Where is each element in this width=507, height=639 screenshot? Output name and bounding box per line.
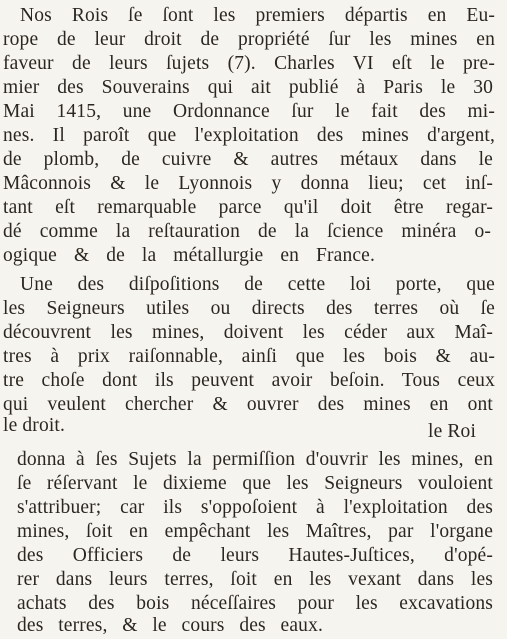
text-line: le Roi (428, 421, 477, 442)
text-line: s'attribuer; car ils s'oppoſoient à l'exploitation des (17, 497, 493, 518)
text-line: tre choſe dont ils peuvent avoir beſoin. Tous ceux (3, 370, 495, 391)
text-line: faveur de leurs ſujets (7). Charles VI eſt le pre- (3, 53, 495, 74)
text-line: Nos Rois ſe ſont les premiers départis en Eu- (20, 5, 495, 26)
text-line: les Seigneurs utiles ou directs des terres où ſe (3, 298, 495, 319)
text-line: rope de leur droit de propriété ſur les mines en (3, 29, 495, 50)
text-line: découvrent les mines, doivent les céder aux Maî- (3, 322, 493, 343)
text-line: le droit. (3, 415, 66, 436)
text-line: ogique & de la métallurgie en France. (3, 245, 375, 266)
text-line: de plomb, de cuivre & autres métaux dans le (3, 149, 493, 170)
text-line: rer dans leurs terres, ſoit en les vexant dans les (17, 569, 493, 590)
text-line: mier des Souverains qui ait publié à Paris le 30 (3, 77, 493, 98)
text-line: Mai 1415, une Ordonnance ſur le fait des mi- (3, 101, 495, 122)
text-line: Une des diſpoſitions de cette loi porte, que (20, 274, 495, 295)
text-line: des terres, & le cours des eaux. (17, 615, 323, 636)
text-line: dé comme la reſtauration de la ſcience minéra o- (3, 221, 491, 242)
text-line: ſe réſervant le dixieme que les Seigneurs vouloient (17, 473, 493, 494)
text-line: achats des bois néceſſaires pour les excavations (17, 593, 493, 614)
text-line: tres à prix raiſonnable, ainſi que les bois & au- (3, 346, 495, 367)
text-line: donna à ſes Sujets la permiſſion d'ouvrir les mines, en (17, 449, 493, 470)
text-line: tant eſt remarquable parce qu'il doit être regar- (3, 197, 493, 218)
text-line: qui veulent chercher & ouvrer des mines en ont (3, 394, 493, 415)
text-line: mines, ſoit en empêchant les Maîtres, par l'organe (17, 521, 493, 542)
text-line: des Officiers de leurs Hautes-Juſtices, d'opé- (17, 545, 493, 566)
text-line: Mâconnois & le Lyonnois y donna lieu; cet inſ- (3, 173, 493, 194)
text-line: nes. Il paroît que l'exploitation des mines d'argent, (3, 125, 495, 146)
